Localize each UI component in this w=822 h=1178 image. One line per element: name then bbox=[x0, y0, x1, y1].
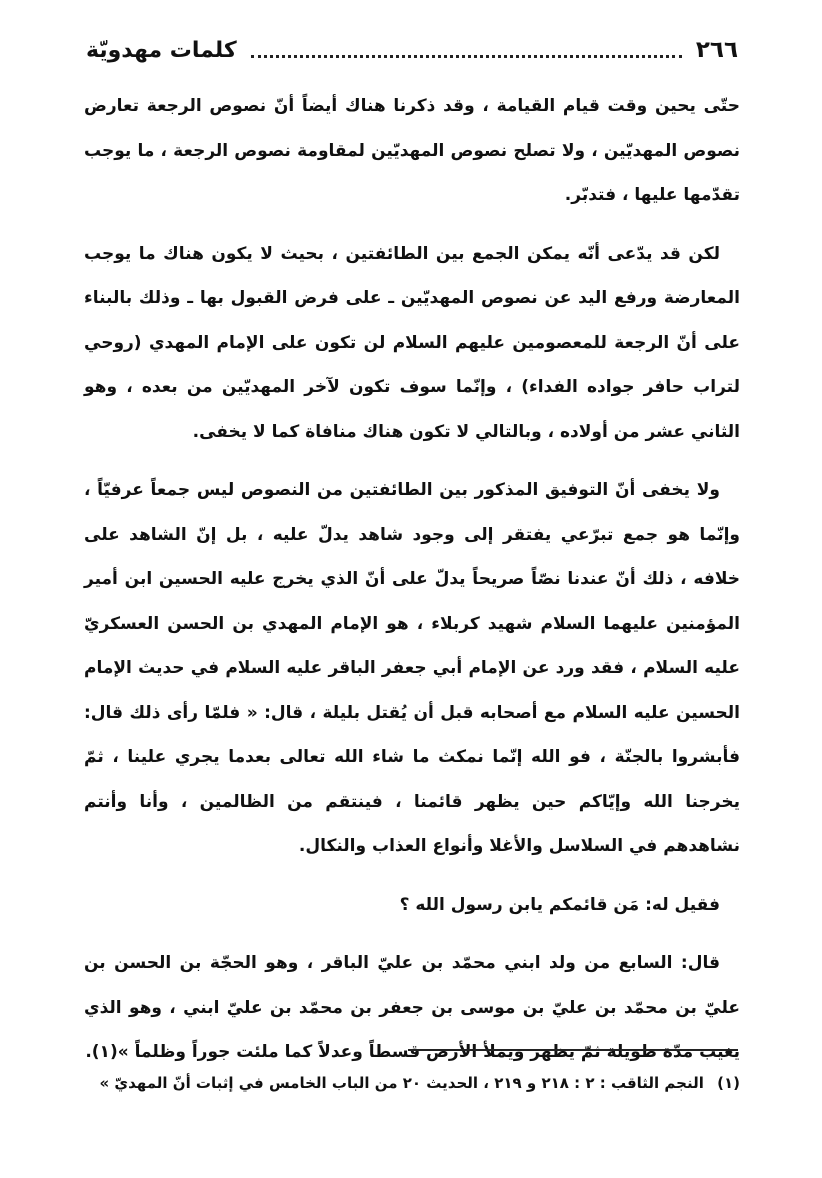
page-header bbox=[86, 30, 738, 70]
page-number: ٢٦٦ bbox=[695, 37, 738, 63]
running-title: كلمات مهدويّة bbox=[86, 37, 237, 63]
header-dotted-leader bbox=[251, 55, 682, 58]
paragraph-5: قال: السابع من ولد ابني محمّد بن عليّ الباقر ، وهو الحجّة بن الحسن بن عليّ بن محمّد بن عليّ بن موسى بن جعفر بن محمّد بن عليّ ابني ، وهو الذي يغيب مدّة طويلة ثمّ يظهر ويملأ الأرض قسطاً وعدلاً كما ملئت جوراً وظلماً »(١). bbox=[84, 953, 740, 1062]
paragraph-1: حتّى يحين وقت قيام القيامة ، وقد ذكرنا هناك أيضاً أنّ نصوص الرجعة تعارض نصوص المهديّين ، ولا تصلح نصوص المهديّين لمقاومة نصوص الرجعة ، ما يوجب تقدّمها عليها ، فتدبّر. bbox=[84, 96, 740, 205]
paragraph-4: فقيل له: مَن قائمكم يابن رسول الله ؟ bbox=[399, 894, 720, 915]
footnote-separator bbox=[408, 1049, 738, 1051]
main-text bbox=[84, 84, 740, 1089]
footnote bbox=[84, 1068, 740, 1098]
footnote-text: النجم الثاقب : ٢ : ٢١٨ و ٢١٩ ، الحديث ٢٠ من الباب الخامس في إثبات أنّ المهديّ » bbox=[99, 1074, 704, 1092]
paragraph-2: لكن قد يدّعى أنّه يمكن الجمع بين الطائفتين ، بحيث لا يكون هناك ما يوجب المعارضة ورفع اليد عن نصوص المهديّين ـ على فرض القبول بها ـ وذلك بالبناء على أنّ الرجعة للمعصومين عليهم السلام لن تكون على الإمام المهدي (روحي لتراب حافر جواده الفداء) ، وإنّما سوف تكون لآخر المهديّين من بعده ، وهو الثاني عشر من أولاده ، وبالتالي لا تكون هناك منافاة كما لا يخفى. bbox=[84, 243, 740, 442]
paragraph-3: ولا يخفى أنّ التوفيق المذكور بين الطائفتين من النصوص ليس جمعاً عرفيّاً ، وإنّما هو جمع تبرّعي يفتقر إلى وجود شاهد يدلّ عليه ، بل إنّ الشاهد على خلافه ، ذلك أنّ عندنا نصّاً صريحاً يدلّ على أنّ الذي يخرج عليه الحسين ابن أمير المؤمنين عليهما السلام شهيد كربلاء ، هو الإمام المهدي بن الحسن العسكريّ عليه السلام ، فقد ورد عن الإمام أبي جعفر الباقر عليه السلام في حديث الإمام الحسين عليه السلام مع أصحابه قبل أن يُقتل بليلة ، قال: « فلمّا رأى ذلك قال: فأبشروا بالجنّة ، فو الله إنّما نمكث ما شاء الله تعالى بعدما يجري علينا ، ثمّ يخرجنا الله وإيّاكم حين يظهر قائمنا ، فينتقم من الظالمين ، وأنا وأنتم نشاهدهم في السلاسل والأغلا وأنواع العذاب والنكال. bbox=[84, 480, 740, 856]
footnote-mark: (١) bbox=[717, 1074, 740, 1092]
